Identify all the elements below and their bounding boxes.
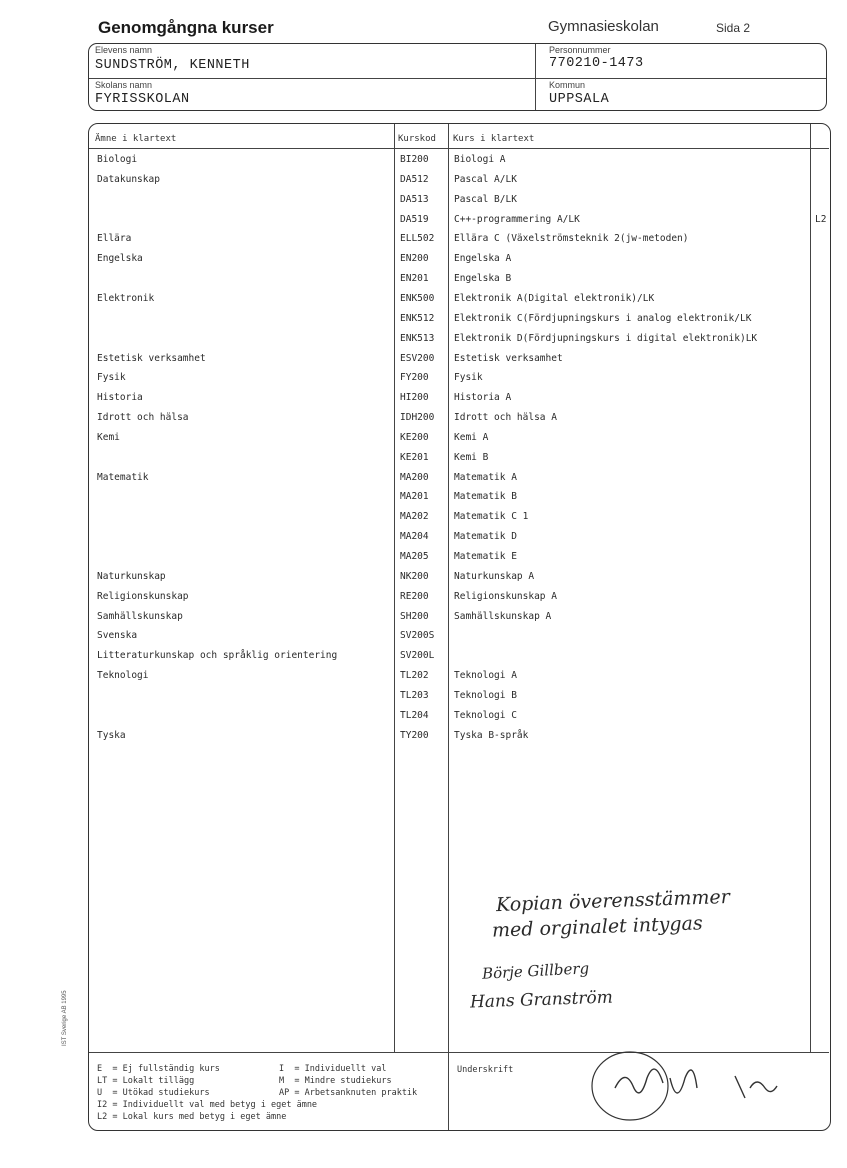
subject-cell: Tyska: [97, 730, 126, 741]
divider: [535, 44, 536, 110]
signature-stroke: [615, 1069, 777, 1098]
code-cell: TL203: [400, 690, 429, 701]
course-cell: C++-programmering A/LK: [454, 214, 580, 225]
subject-cell: Kemi: [97, 432, 120, 443]
course-cell: Pascal B/LK: [454, 194, 517, 205]
name-label: Elevens namn: [95, 45, 153, 55]
signature-1: Börje Gillberg: [481, 959, 590, 983]
subject-cell: Matematik: [97, 472, 149, 483]
subject-cell: Fysik: [97, 372, 126, 383]
certification-line-2: med orginalet intygas: [491, 912, 704, 942]
pnr-label: Personnummer: [549, 45, 611, 55]
course-cell: Engelska A: [454, 253, 512, 264]
kommun-label: Kommun: [549, 80, 586, 90]
course-cell: Teknologi A: [454, 670, 517, 681]
course-cell: Elektronik D(Fördjupningskurs i digital elektronik)LK: [454, 333, 758, 344]
divider: [89, 78, 826, 79]
divider: [89, 148, 829, 149]
code-cell: TY200: [400, 730, 429, 741]
page-number: Sida 2: [716, 21, 751, 35]
column-header-code: Kurskod: [398, 134, 436, 144]
subject-cell: Naturkunskap: [97, 571, 166, 582]
course-cell: Engelska B: [454, 273, 512, 284]
code-cell: MA204: [400, 531, 429, 542]
code-cell: DA519: [400, 214, 429, 225]
code-cell: EN201: [400, 273, 429, 284]
code-cell: NK200: [400, 571, 429, 582]
note-cell: L2: [815, 214, 827, 225]
personal-number: 770210-1473: [549, 56, 644, 71]
code-cell: ELL502: [400, 233, 435, 244]
divider: [810, 124, 811, 1052]
course-cell: Matematik C 1: [454, 511, 529, 522]
subject-cell: Elektronik: [97, 293, 155, 304]
course-cell: Biologi A: [454, 154, 506, 165]
courses-table: [88, 123, 831, 1131]
subject-cell: Engelska: [97, 253, 143, 264]
code-cell: DA513: [400, 194, 429, 205]
certification-line-1: Kopian överensstämmer: [495, 885, 731, 917]
subject-cell: Historia: [97, 392, 143, 403]
legend-right: I = Individuellt val M = Mindre studiekurs AP = Arbetsanknuten praktik: [279, 1064, 418, 1098]
course-cell: Kemi B: [454, 452, 489, 463]
column-header-subject: Ämne i klartext: [95, 134, 177, 144]
stamp-circle: [592, 1052, 668, 1120]
code-cell: ENK512: [400, 313, 435, 324]
signature-2: Hans Granström: [469, 987, 614, 1013]
code-cell: SV200L: [400, 650, 435, 661]
code-cell: ENK500: [400, 293, 435, 304]
course-cell: Tyska B-språk: [454, 730, 529, 741]
code-cell: SH200: [400, 611, 429, 622]
code-cell: SV200S: [400, 630, 435, 641]
code-cell: RE200: [400, 591, 429, 602]
divider: [394, 124, 395, 1052]
subject-cell: Biologi: [97, 154, 138, 165]
subject-cell: Svenska: [97, 630, 138, 641]
course-cell: Teknologi B: [454, 690, 517, 701]
subject-cell: Litteraturkunskap och språklig orientering: [97, 650, 338, 661]
school-label: Skolans namn: [95, 80, 153, 90]
student-info-box: [88, 43, 827, 111]
code-cell: TL204: [400, 710, 429, 721]
course-cell: Matematik E: [454, 551, 517, 562]
code-cell: HI200: [400, 392, 429, 403]
course-cell: Teknologi C: [454, 710, 517, 721]
course-cell: Elektronik C(Fördjupningskurs i analog elektronik/LK: [454, 313, 752, 324]
course-cell: Estetisk verksamhet: [454, 353, 563, 364]
code-cell: KE200: [400, 432, 429, 443]
code-cell: FY200: [400, 372, 429, 383]
course-cell: Pascal A/LK: [454, 174, 517, 185]
code-cell: MA200: [400, 472, 429, 483]
code-cell: KE201: [400, 452, 429, 463]
course-cell: Fysik: [454, 372, 483, 383]
document-title: Genomgångna kurser: [98, 18, 274, 37]
code-cell: TL202: [400, 670, 429, 681]
course-cell: Religionskunskap A: [454, 591, 557, 602]
course-cell: Naturkunskap A: [454, 571, 535, 582]
code-cell: MA202: [400, 511, 429, 522]
course-cell: Matematik B: [454, 491, 517, 502]
code-cell: DA512: [400, 174, 429, 185]
course-cell: Samhällskunskap A: [454, 611, 552, 622]
code-cell: ESV200: [400, 353, 435, 364]
divider: [448, 124, 449, 1130]
column-header-course: Kurs i klartext: [453, 134, 535, 144]
code-cell: IDH200: [400, 412, 435, 423]
subject-cell: Samhällskunskap: [97, 611, 183, 622]
course-cell: Idrott och hälsa A: [454, 412, 557, 423]
course-cell: Historia A: [454, 392, 512, 403]
school-type: Gymnasieskolan: [548, 18, 659, 35]
printer-mark: IST Sverige AB 1995: [62, 990, 68, 1046]
subject-cell: Religionskunskap: [97, 591, 189, 602]
course-cell: Ellära C (Växelströmsteknik 2(jw-metoden): [454, 233, 689, 244]
course-cell: Elektronik A(Digital elektronik)/LK: [454, 293, 655, 304]
subject-cell: Ellära: [97, 233, 132, 244]
subject-cell: Idrott och hälsa: [97, 412, 189, 423]
subject-cell: Datakunskap: [97, 174, 160, 185]
kommun-name: UPPSALA: [549, 92, 610, 107]
code-cell: BI200: [400, 154, 429, 165]
code-cell: MA205: [400, 551, 429, 562]
code-cell: MA201: [400, 491, 429, 502]
signature-label: Underskrift: [457, 1065, 514, 1075]
student-name: SUNDSTRÖM, KENNETH: [95, 58, 250, 73]
course-cell: Matematik A: [454, 472, 517, 483]
course-cell: Kemi A: [454, 432, 489, 443]
subject-cell: Teknologi: [97, 670, 149, 681]
legend-left: E = Ej fullständig kurs LT = Lokalt tillägg U = Utökad studiekurs I2 = Individuellt val med betyg i eget ämne L2 = Lokal kurs med betyg i eget ämne: [97, 1064, 318, 1122]
handwritten-signature-mark: [585, 1048, 785, 1128]
subject-cell: Estetisk verksamhet: [97, 353, 206, 364]
course-cell: Matematik D: [454, 531, 517, 542]
school-name: FYRISSKOLAN: [95, 92, 190, 107]
code-cell: EN200: [400, 253, 429, 264]
code-cell: ENK513: [400, 333, 435, 344]
